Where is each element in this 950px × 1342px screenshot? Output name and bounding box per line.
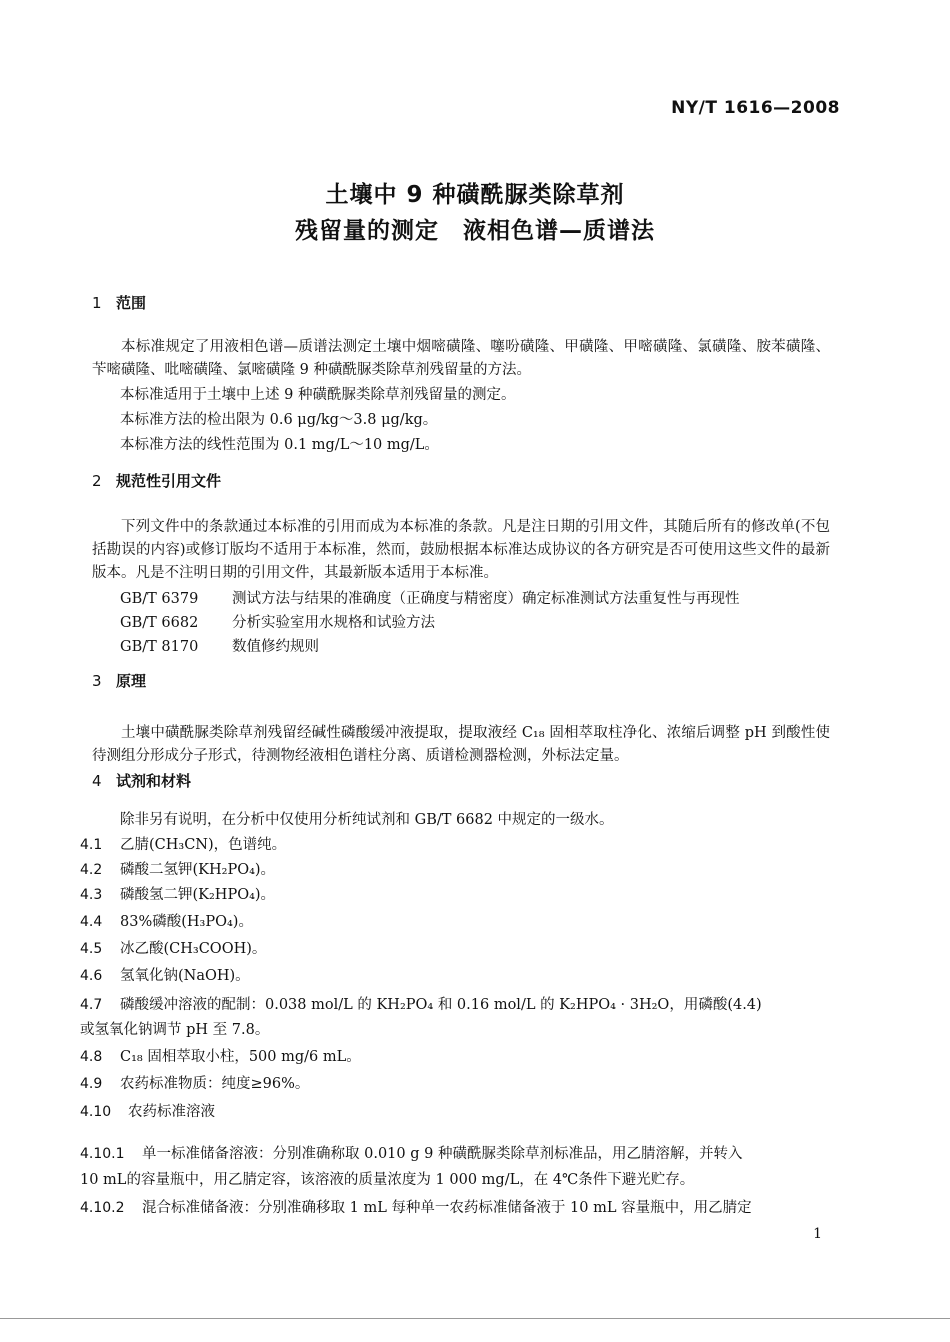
document-title-line-2: 残留量的测定 液相色谱—质谱法: [295, 218, 655, 244]
reagent-item: 4.5 冰乙酸(CH₃COOH)。: [80, 941, 267, 957]
reagent-item: 4.2 磷酸二氢钾(KH₂PO₄)。: [80, 862, 276, 878]
scope-paragraph: 本标准规定了用液相色谱—质谱法测定土壤中烟嘧磺隆、噻吩磺隆、甲磺隆、甲嘧磺隆、氯磺隆、胺苯磺隆、苄嘧磺隆、吡嘧磺隆、氯嘧磺隆 9 种磺酰脲类除草剂残留量的方法。: [92, 339, 830, 378]
principle-paragraph: 土壤中磺酰脲类除草剂残留经碱性磷酸缓冲液提取，提取液经 C₁₈ 固相萃取柱净化、浓缩后调整 pH 到酸性使待测组分形成分子形式，待测物经液相色谱柱分离、质谱检测器检测，外标法定量。: [92, 725, 830, 764]
section-heading-principle: 3 原理: [92, 672, 147, 690]
reagent-item: 4.8 C₁₈ 固相萃取小柱，500 mg/6 mL。: [80, 1049, 361, 1065]
reagent-item: 4.6 氢氧化钠(NaOH)。: [80, 968, 250, 984]
document-title-line-1: 土壤中 9 种磺酰脲类除草剂: [325, 182, 625, 208]
standard-number: NY/T 1616—2008: [671, 98, 840, 118]
reference-item: GB/T 6379 测试方法与结果的准确度（正确度与精密度）确定标准测试方法重复性与再现性: [120, 591, 740, 607]
scope-applicability: 本标准适用于土壤中上述 9 种磺酰脲类除草剂残留量的测定。: [120, 387, 516, 403]
reagent-item: 4.4 83%磷酸(H₃PO₄)。: [80, 914, 253, 930]
scope-linear-range: 本标准方法的线性范围为 0.1 mg/L～10 mg/L。: [120, 437, 439, 453]
reference-item: GB/T 6682 分析实验室用水规格和试验方法: [120, 615, 435, 631]
reagent-item-continuation: 或氢氧化钠调节 pH 至 7.8。: [80, 1022, 270, 1038]
reagents-intro: 除非另有说明，在分析中仅使用分析纯试剂和 GB/T 6682 中规定的一级水。: [120, 812, 614, 828]
section-heading-normative-references: 2 规范性引用文件: [92, 472, 222, 490]
reagent-item: 4.1 乙腈(CH₃CN)，色谱纯。: [80, 837, 287, 853]
references-paragraph: 下列文件中的条款通过本标准的引用而成为本标准的条款。凡是注日期的引用文件，其随后所有的修改单(不包括勘误的内容)或修订版均不适用于本标准，然而，鼓励根据本标准达成协议的各方研究是否可使用这些文件的最新版本。凡是不注明日期的引用文件，其最新版本适用于本标准。: [92, 519, 830, 581]
reagent-item: 4.10.2 混合标准储备液：分别准确移取 1 mL 每种单一农药标准储备液于 10 mL 容量瓶中，用乙腈定: [80, 1200, 752, 1216]
footer-rule: [0, 1318, 950, 1319]
reagent-item: 4.9 农药标准物质：纯度≥96%。: [80, 1076, 310, 1092]
reagent-item: 4.3 磷酸氢二钾(K₂HPO₄)。: [80, 887, 276, 903]
section-heading-scope: 1 范围: [92, 294, 147, 312]
reagent-item: 4.10 农药标准溶液: [80, 1104, 215, 1120]
scope-detection-limit: 本标准方法的检出限为 0.6 μg/kg～3.8 μg/kg。: [120, 412, 438, 428]
page-number: 1: [813, 1226, 822, 1242]
reagent-item-continuation: 10 mL的容量瓶中，用乙腈定容，该溶液的质量浓度为 1 000 mg/L，在 4℃条件下避光贮存。: [80, 1172, 695, 1188]
reagent-item: 4.7 磷酸缓冲溶液的配制：0.038 mol/L 的 KH₂PO₄ 和 0.16 mol/L 的 K₂HPO₄ · 3H₂O，用磷酸(4.4): [80, 997, 762, 1013]
section-heading-reagents: 4 试剂和材料: [92, 772, 192, 790]
reference-item: GB/T 8170 数值修约规则: [120, 639, 319, 655]
reagent-item: 4.10.1 单一标准储备溶液：分别准确称取 0.010 g 9 种磺酰脲类除草剂标准品，用乙腈溶解，并转入: [80, 1146, 743, 1162]
